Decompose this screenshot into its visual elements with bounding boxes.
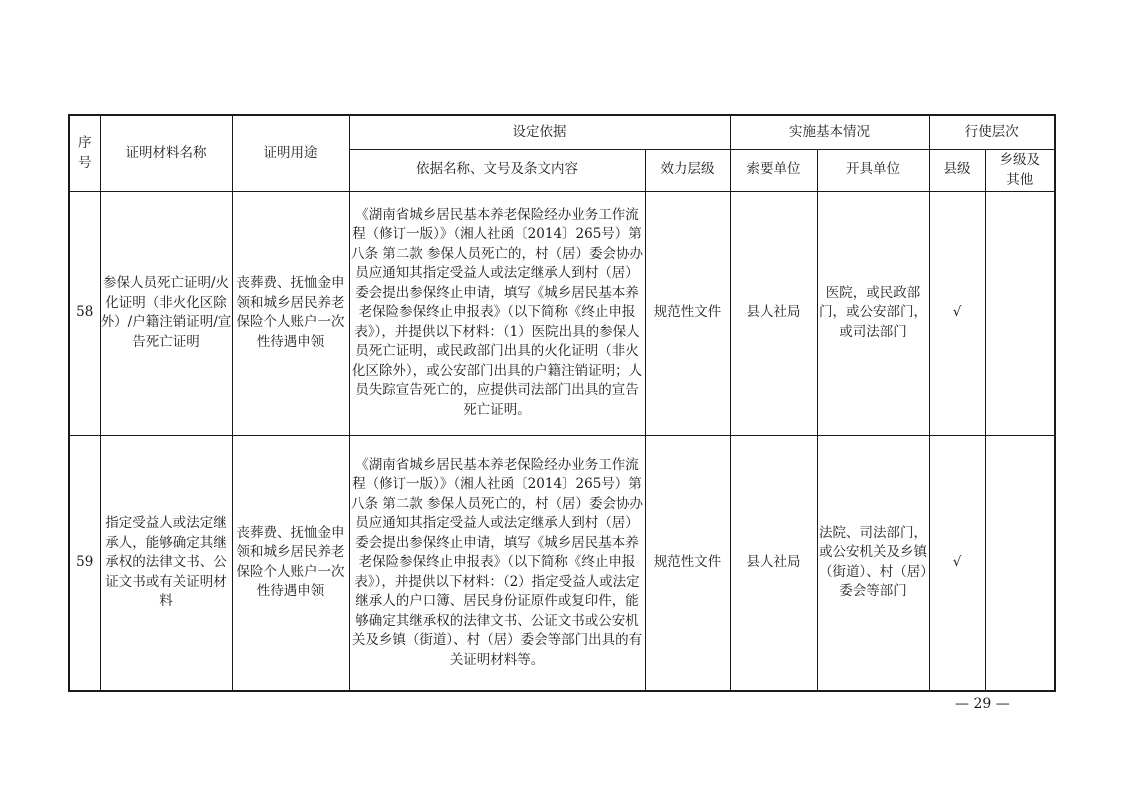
row-effect-level: 规范性文件 [645,435,730,691]
table-row [69,435,1055,691]
header-effect-level: 效力层级 [645,149,730,191]
header-basis-content: 依据名称、文号及条文内容 [349,149,645,191]
header-township-other: 乡级及其他 [985,149,1055,191]
page-number: — 29 — [955,696,1010,712]
row-basis: 《湖南省城乡居民基本养老保险经办业务工作流程（修订一版）》（湘人社函〔2014〕265号）第八条 第二款 参保人员死亡的，村（居）委会协办员应通知其指定受益人或法定继承人到村（居）委会提出参保终止申请，填写《城乡居民基本养老保险参保终止申报表》（以下简称《终止申报表》），并提供以下材料：（2）指定受益人或法定继承人的户口簿、居民身份证原件或复印件，能够确定其继承权的法律文书、公证文书或公安机关及乡镇（街道）、村（居）委会等部门出具的有关证明材料等。 [349,435,645,691]
row-seq: 58 [69,191,100,435]
header-purpose: 证明用途 [232,115,349,191]
header-requesting-unit: 索要单位 [730,149,817,191]
header-issuing-unit: 开具单位 [817,149,929,191]
row-effect-level: 规范性文件 [645,191,730,435]
header-row-1 [69,115,1055,149]
row-issuing-unit: 医院，或民政部门，或公安部门，或司法部门 [817,191,929,435]
header-material-name: 证明材料名称 [100,115,232,191]
row-township-other [985,191,1055,435]
row-township-other [985,435,1055,691]
header-county-level: 县级 [929,149,985,191]
row-purpose: 丧葬费、抚恤金申领和城乡居民养老保险个人账户一次性待遇申领 [232,435,349,691]
header-impl-group: 实施基本情况 [730,115,929,149]
table-row [69,191,1055,435]
row-requesting-unit: 县人社局 [730,435,817,691]
row-material-name: 参保人员死亡证明/火化证明（非火化区除外）/户籍注销证明/宣告死亡证明 [100,191,232,435]
header-basis-group: 设定依据 [349,115,730,149]
header-seq: 序号 [69,115,100,191]
row-county-level-check: √ [929,435,985,691]
row-purpose: 丧葬费、抚恤金申领和城乡居民养老保险个人账户一次性待遇申领 [232,191,349,435]
header-level-group: 行使层次 [929,115,1055,149]
row-issuing-unit: 法院、司法部门，或公安机关及乡镇（街道）、村（居）委会等部门 [817,435,929,691]
row-material-name: 指定受益人或法定继承人，能够确定其继承权的法律文书、公证文书或有关证明材料 [100,435,232,691]
row-county-level-check: √ [929,191,985,435]
row-seq: 59 [69,435,100,691]
row-requesting-unit: 县人社局 [730,191,817,435]
certificate-table [68,114,1056,692]
row-basis: 《湖南省城乡居民基本养老保险经办业务工作流程（修订一版）》（湘人社函〔2014〕265号）第八条 第二款 参保人员死亡的，村（居）委会协办员应通知其指定受益人或法定继承人到村（居）委会提出参保终止申请，填写《城乡居民基本养老保险参保终止申报表》（以下简称《终止申报表》），并提供以下材料：（1）医院出具的参保人员死亡证明，或民政部门出具的火化证明（非火化区除外），或公安部门出具的户籍注销证明；人员失踪宣告死亡的，应提供司法部门出具的宣告死亡证明。 [349,191,645,435]
